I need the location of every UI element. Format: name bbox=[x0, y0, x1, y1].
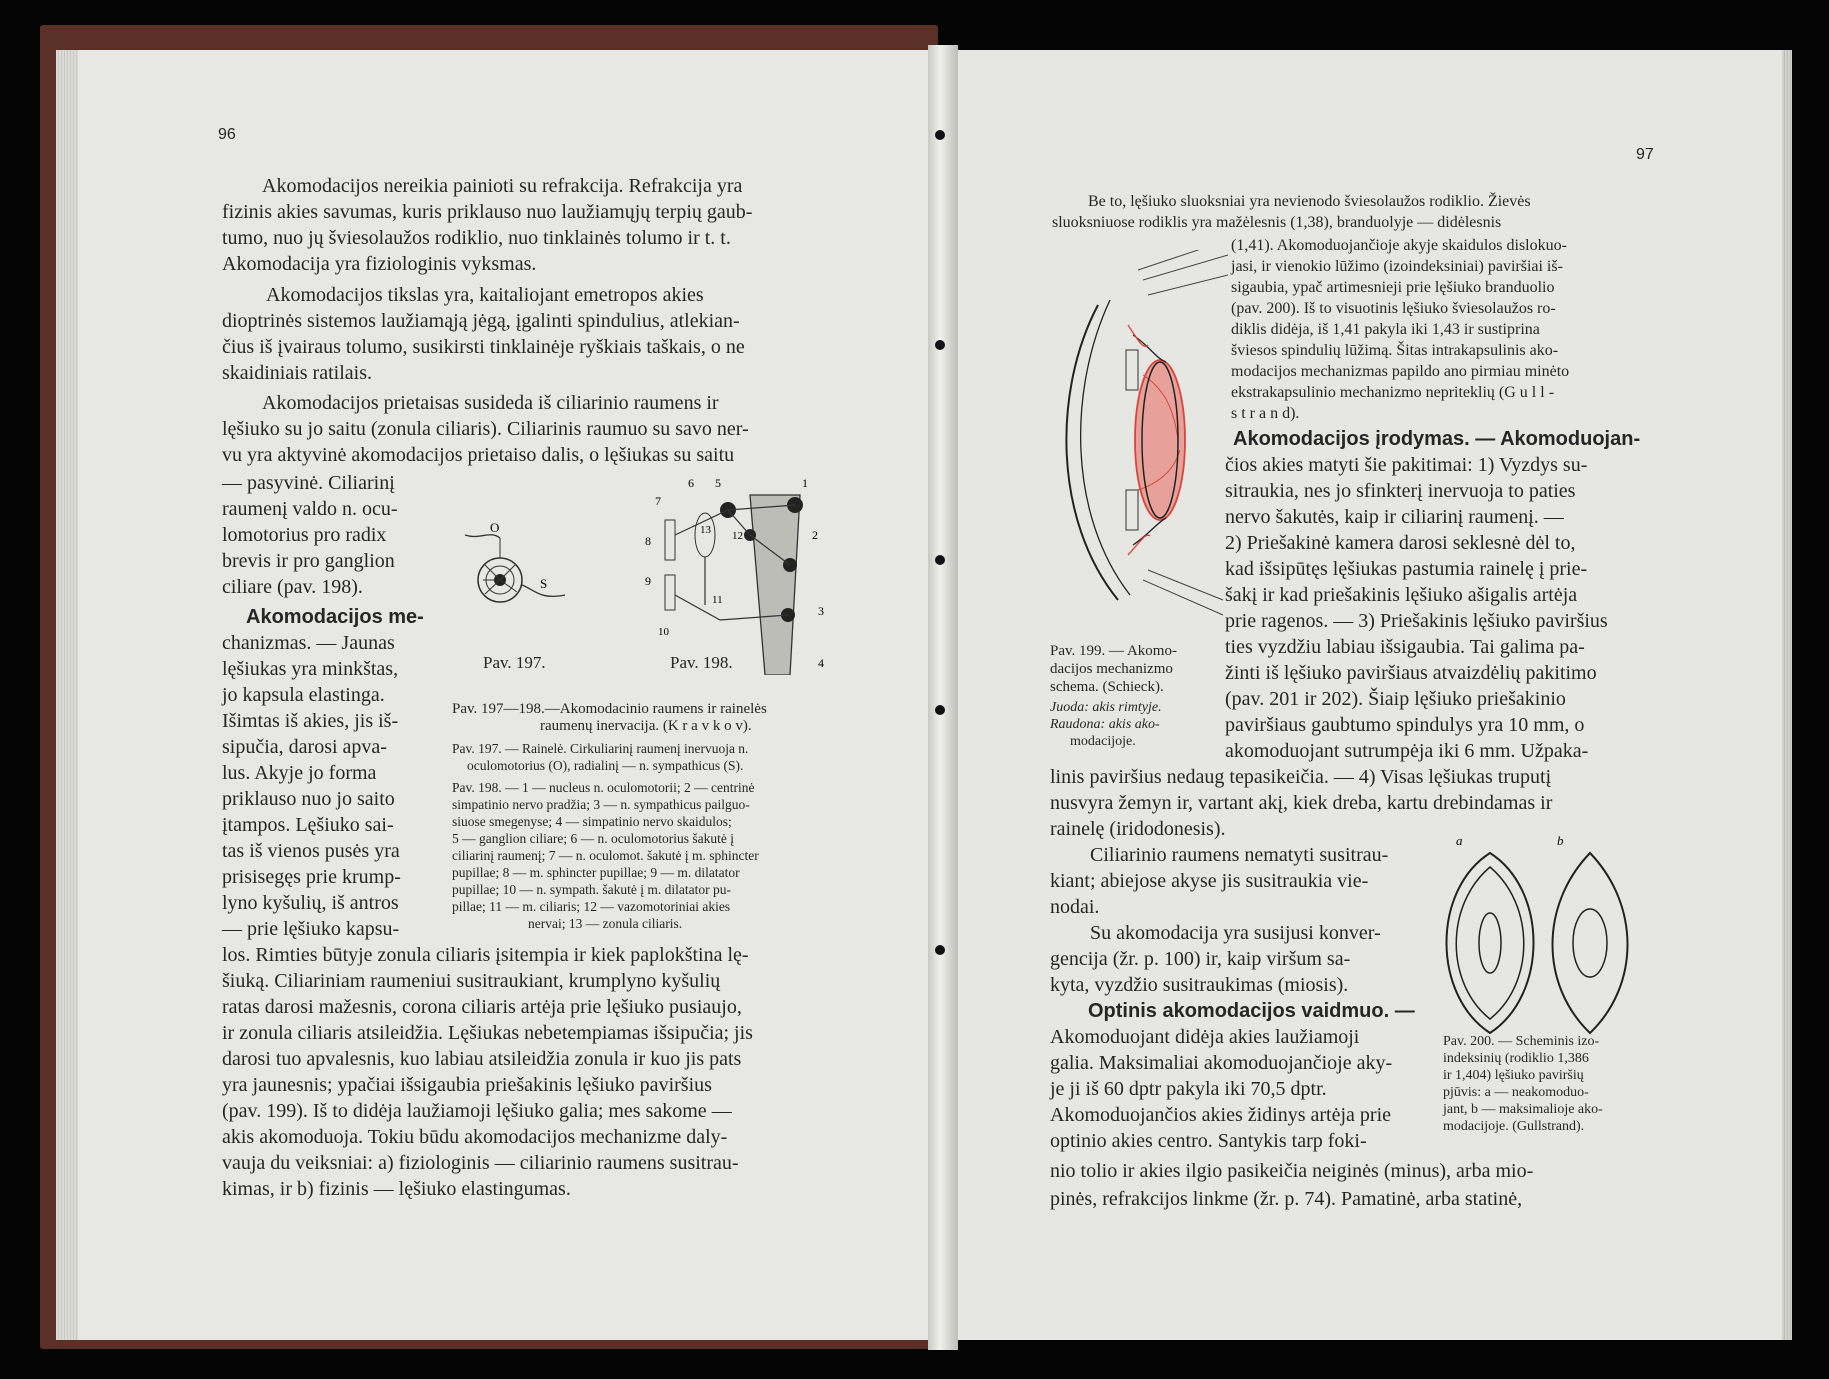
figure-199-caption: modacijoje. bbox=[1070, 734, 1136, 749]
fig-label-O: O bbox=[490, 520, 500, 535]
text-line: skaidiniais ratilais. bbox=[222, 362, 372, 384]
figure-200-caption: indeksinių (rodiklio 1,386 bbox=[1443, 1051, 1589, 1066]
fig-number: 4 bbox=[818, 656, 824, 670]
text-line: pinės, refrakcijos linkme (žr. p. 74). Pamatinė, arba statinė, bbox=[1050, 1188, 1523, 1210]
text-line: Išimtas iš akies, jis iš- bbox=[222, 710, 399, 732]
text-line: Ciliarinio raumens nematyti susitrau- bbox=[1090, 844, 1389, 866]
figure-197-iris bbox=[455, 520, 585, 620]
figure-197-label: Pav. 197. bbox=[483, 653, 546, 672]
text-line: nio tolio ir akies ilgio pasikeičia neiginės (minus), arba mio- bbox=[1050, 1160, 1534, 1182]
text-line: Akomoduojant didėja akies laužiamoji bbox=[1050, 1026, 1360, 1048]
text-line: nervo šakutės, kaip ir ciliarinį raumenį. — bbox=[1225, 506, 1564, 528]
binding-hole bbox=[935, 555, 945, 565]
page-number-left: 96 bbox=[218, 126, 236, 143]
binding-hole bbox=[935, 945, 945, 955]
fig-number: 6 bbox=[688, 476, 694, 490]
text-line: diklis didėja, iš 1,41 pakyla iki 1,43 ir sustiprina bbox=[1231, 321, 1540, 338]
figure-caption: Pav. 198. — 1 — nucleus n. oculomotorii; 2 — centrinė bbox=[452, 780, 755, 795]
fig-number: 1 bbox=[802, 476, 808, 490]
text-line: prisisegęs prie krump- bbox=[222, 866, 401, 888]
text-line: tas iš vienos pusės yra bbox=[222, 840, 400, 862]
text-line: lyno kyšulių, iš antros bbox=[222, 892, 399, 914]
text-line: sipučia, darosi apva- bbox=[222, 736, 387, 758]
text-line: šakį ir kad priešakinis lęšiuko ašigalis artėja bbox=[1225, 584, 1578, 606]
text-line: los. Rimties būtyje zonula ciliaris įsitempia ir kiek paplokština lę- bbox=[222, 944, 749, 966]
text-line: lęšiukas yra minkštas, bbox=[222, 658, 399, 680]
text-line: dioptrinės sistemos laužiamąją jėgą, įgalinti spindulius, atlekian- bbox=[222, 310, 740, 332]
text-line: šiuką. Ciliariniam raumeniui susitraukiant, krumplyno kyšulių bbox=[222, 970, 721, 992]
text-line: vu yra aktyvinė akomodacijos prietaiso dalis, o lęšiukas su saitu bbox=[222, 444, 735, 466]
text-line: lęšiuko su jo saitu (zonula ciliaris). Ciliarinis raumuo su savo ner- bbox=[222, 418, 749, 440]
fig-number: 13 bbox=[700, 524, 711, 536]
fig-number: 8 bbox=[645, 534, 651, 548]
text-line: akomoduojant sutrumpėja iki 6 mm. Užpaka- bbox=[1225, 740, 1589, 762]
fig-number: 11 bbox=[712, 594, 723, 606]
figure-200-isoindex bbox=[1440, 835, 1640, 1035]
text-line: šviesos spindulių lūžimą. Šitas intrakapsulinis ako- bbox=[1231, 342, 1559, 359]
text-line: lomotorius pro radix bbox=[222, 524, 387, 546]
text-line: — prie lęšiuko kapsu- bbox=[222, 918, 400, 940]
figure-200-caption: modacijoje. (Gullstrand). bbox=[1443, 1119, 1585, 1134]
section-heading: Akomodacijos me- bbox=[246, 606, 424, 628]
text-line: Akomodacijos tikslas yra, kaitaliojant emetropos akies bbox=[266, 284, 704, 306]
text-line: priklauso nuo jo saito bbox=[222, 788, 395, 810]
text-line: — pasyvinė. Ciliarinį bbox=[222, 472, 395, 494]
text-line: s t r a n d). bbox=[1231, 405, 1300, 422]
figure-caption: pupillae; 10 — n. sympath. šakutė į m. dilatator pu- bbox=[452, 882, 731, 897]
book-spine bbox=[928, 45, 958, 1350]
fig200-label-b: b bbox=[1557, 835, 1564, 848]
binding-hole bbox=[935, 130, 945, 140]
text-line: jo kapsula elastinga. bbox=[222, 684, 385, 706]
figure-199-caption: dacijos mechanizmo bbox=[1050, 661, 1173, 677]
text-line: optinio akies centro. Santykis tarp foki- bbox=[1050, 1130, 1367, 1152]
text-line: kiant; abiejose akyse jis susitraukia vie- bbox=[1050, 870, 1369, 892]
figure-caption: raumenų inervacija. (K r a v k o v). bbox=[540, 718, 752, 734]
fig-number: 10 bbox=[658, 626, 669, 638]
figure-199-accommodation-schema bbox=[1048, 250, 1228, 620]
text-line: sitraukia, nes jo sfinkterį inervuoja to paties bbox=[1225, 480, 1576, 502]
text-line: ciliare (pav. 198). bbox=[222, 576, 363, 598]
text-line: (pav. 199). Iš to didėja laužiamoji lęšiuko galia; mes sakome — bbox=[222, 1100, 732, 1122]
text-line: nusvyra žemyn ir, vartant akį, kiek dreba, kartu drebindamas ir bbox=[1050, 792, 1553, 814]
text-line: kimas, ir b) fizinis — lęšiuko elastingumas. bbox=[222, 1178, 571, 1200]
figure-caption: pillae; 11 — m. ciliaris; 12 — vazomotoriniai akies bbox=[452, 899, 731, 914]
figure-199-caption: schema. (Schieck). bbox=[1050, 679, 1164, 695]
text-line: brevis ir pro ganglion bbox=[222, 550, 395, 572]
text-line: jasi, ir vienokio lūžimo (izoindeksiniai) paviršiai iš- bbox=[1231, 258, 1563, 275]
fig200-label-a: a bbox=[1456, 835, 1463, 848]
binding-hole bbox=[935, 705, 945, 715]
figure-caption: Pav. 197—198.—Akomodacinio raumens ir rainelės bbox=[452, 701, 767, 717]
text-line: raumenį valdo n. ocu- bbox=[222, 498, 398, 520]
fig-number: 9 bbox=[645, 574, 651, 588]
figure-200-caption: ir 1,404) lęšiuko paviršių bbox=[1443, 1068, 1584, 1083]
text-line: modacijos mechanizmas papildo ano pirmiau minėto bbox=[1231, 363, 1570, 380]
text-line: ties vyzdžiu labiau išsigaubia. Tai galima pa- bbox=[1225, 636, 1585, 658]
figure-200-caption: pjūvis: a — neakomoduo- bbox=[1443, 1085, 1589, 1100]
section-heading: Akomodacijos įrodymas. — Akomoduojan- bbox=[1233, 428, 1641, 450]
text-line: tumo, nuo jų šviesolaužos rodiklio, nuo tinklainės tolumo ir t. t. bbox=[222, 227, 731, 249]
figure-199-caption: Juoda: akis rimtyje. bbox=[1050, 700, 1162, 715]
figure-caption: oculomotorius (O), radialinį — n. sympathicus (S). bbox=[467, 758, 744, 773]
binding-hole bbox=[935, 340, 945, 350]
figure-200-caption: Pav. 200. — Scheminis izo- bbox=[1443, 1034, 1600, 1049]
figure-caption: siuose smegenyse; 4 — simpatinio nervo skaidulos; bbox=[452, 814, 732, 829]
text-line: Akomodacijos prietaisas susideda iš ciliarinio raumens ir bbox=[262, 392, 719, 414]
figure-198-innervation bbox=[640, 475, 840, 675]
figure-caption: simpatinio nervo pradžia; 3 — n. sympathicus pailguo- bbox=[452, 797, 750, 812]
text-line: ratas darosi mažesnis, corona ciliaris artėja prie lęšiuko pusiaujo, bbox=[222, 996, 742, 1018]
text-line: prie ragenos. — 3) Priešakinis lęšiuko paviršius bbox=[1225, 610, 1608, 632]
fig-number: 2 bbox=[812, 528, 818, 542]
figure-198-label: Pav. 198. bbox=[670, 653, 733, 672]
text-line: įtampos. Lęšiuko sai- bbox=[222, 814, 394, 836]
section-heading: Optinis akomodacijos vaidmuo. — bbox=[1088, 1000, 1415, 1022]
figure-caption: nervai; 13 — zonula ciliaris. bbox=[528, 916, 683, 931]
text-line: Be to, lęšiuko sluoksniai yra nevienodo šviesolaužos rodiklio. Žievės bbox=[1088, 193, 1531, 210]
figure-caption: pupillae; 8 — m. sphincter pupillae; 9 — m. dilatator bbox=[452, 865, 740, 880]
text-line: sigaubia, ypač artimesnieji prie lęšiuko branduolio bbox=[1231, 279, 1555, 296]
text-line: ekstrakapsulinio mechanizmo nepriteklių (G u l l - bbox=[1231, 384, 1555, 401]
text-line: Akomodacija yra fiziologinis vyksmas. bbox=[222, 253, 537, 275]
fig-number: 5 bbox=[715, 476, 721, 490]
text-line: je ji iš 60 dptr pakyla iki 70,5 dptr. bbox=[1050, 1078, 1327, 1100]
text-line: žinti iš lęšiuko paviršiaus atvaizdėlių pakitimo bbox=[1225, 662, 1597, 684]
text-line: linis paviršius nedaug tepasikeičia. — 4) Visas lęšiukas truputį bbox=[1050, 766, 1552, 788]
text-line: darosi tuo apvalesnis, kuo labiau atsileidžia zonula ir kuo jis pats bbox=[222, 1048, 742, 1070]
text-line: kyta, vyzdžio susitraukimas (miosis). bbox=[1050, 974, 1349, 996]
text-line: čius iš įvairaus tolumo, susikirsti tinklainėje ryškiais taškais, o ne bbox=[222, 336, 745, 358]
figure-199-caption: Pav. 199. — Akomo- bbox=[1050, 643, 1177, 659]
text-line: vauja du veiksniai: a) fiziologinis — ciliarinio raumens susitrau- bbox=[222, 1152, 739, 1174]
text-line: fizinis akies savumas, kuris priklauso nuo laužiamųjų terpių gaub- bbox=[222, 201, 753, 223]
text-line: gencija (žr. p. 100) ir, kaip viršum sa- bbox=[1050, 948, 1351, 970]
text-line: Akomoduojančios akies židinys artėja prie bbox=[1050, 1104, 1392, 1126]
fig-number: 12 bbox=[732, 530, 743, 542]
text-line: Akomodacijos nereikia painioti su refrakcija. Refrakcija yra bbox=[262, 175, 743, 197]
figure-caption: Pav. 197. — Rainelė. Cirkuliarinį raumenį inervuoja n. bbox=[452, 741, 749, 756]
text-line: kad išsipūtęs lęšiukas pastumia rainelę į prie- bbox=[1225, 558, 1588, 580]
text-line: yra jaunesnis; ypačiai išsigaubia priešakinis lęšiuko paviršius bbox=[222, 1074, 712, 1096]
text-line: lus. Akyje jo forma bbox=[222, 762, 377, 784]
figure-200-caption: jant, b — maksimalioje ako- bbox=[1443, 1102, 1603, 1117]
text-line: nodai. bbox=[1050, 896, 1100, 918]
text-line: Su akomodacija yra susijusi konver- bbox=[1090, 922, 1381, 944]
figure-caption: ciliarinį raumenį; 7 — n. oculomot. šakutė į m. sphincter bbox=[452, 848, 759, 863]
text-line: 2) Priešakinė kamera darosi seklesnė dėl to, bbox=[1225, 532, 1576, 554]
figure-199-caption: Raudona: akis ako- bbox=[1050, 717, 1160, 732]
fig-number: 7 bbox=[655, 494, 661, 508]
figure-caption: 5 — ganglion ciliare; 6 — n. oculomotorius šakutė į bbox=[452, 831, 734, 846]
text-line: paviršiaus gaubtumo spindulys yra 10 mm, o bbox=[1225, 714, 1585, 736]
fig-label-S: S bbox=[540, 576, 548, 591]
text-line: ir zonula ciliaris atsileidžia. Lęšiukas nebetempiamas išsipučia; jis bbox=[222, 1022, 753, 1044]
text-line: sluoksniuose rodiklis yra mažėlesnis (1,38), branduolyje — didėlesnis bbox=[1052, 214, 1502, 231]
fig-number: 3 bbox=[818, 604, 824, 618]
text-line: (pav. 200). Iš to visuotinis lęšiuko šviesolaužos ro- bbox=[1231, 300, 1556, 317]
text-line: (1,41). Akomoduojančioje akyje skaidulos dislokuo- bbox=[1231, 237, 1567, 254]
text-line: (pav. 201 ir 202). Šiaip lęšiuko priešakinio bbox=[1225, 688, 1566, 710]
text-line: galia. Maksimaliai akomoduojančioje aky- bbox=[1050, 1052, 1393, 1074]
text-line: chanizmas. — Jaunas bbox=[222, 632, 395, 654]
text-line: akis akomoduoja. Tokiu būdu akomodacijos mechanizme daly- bbox=[222, 1126, 728, 1148]
text-line: čios akies matyti šie pakitimai: 1) Vyzdys su- bbox=[1225, 454, 1588, 476]
page-number-right: 97 bbox=[1636, 146, 1654, 163]
text-line: rainelę (iridodonesis). bbox=[1050, 818, 1226, 840]
